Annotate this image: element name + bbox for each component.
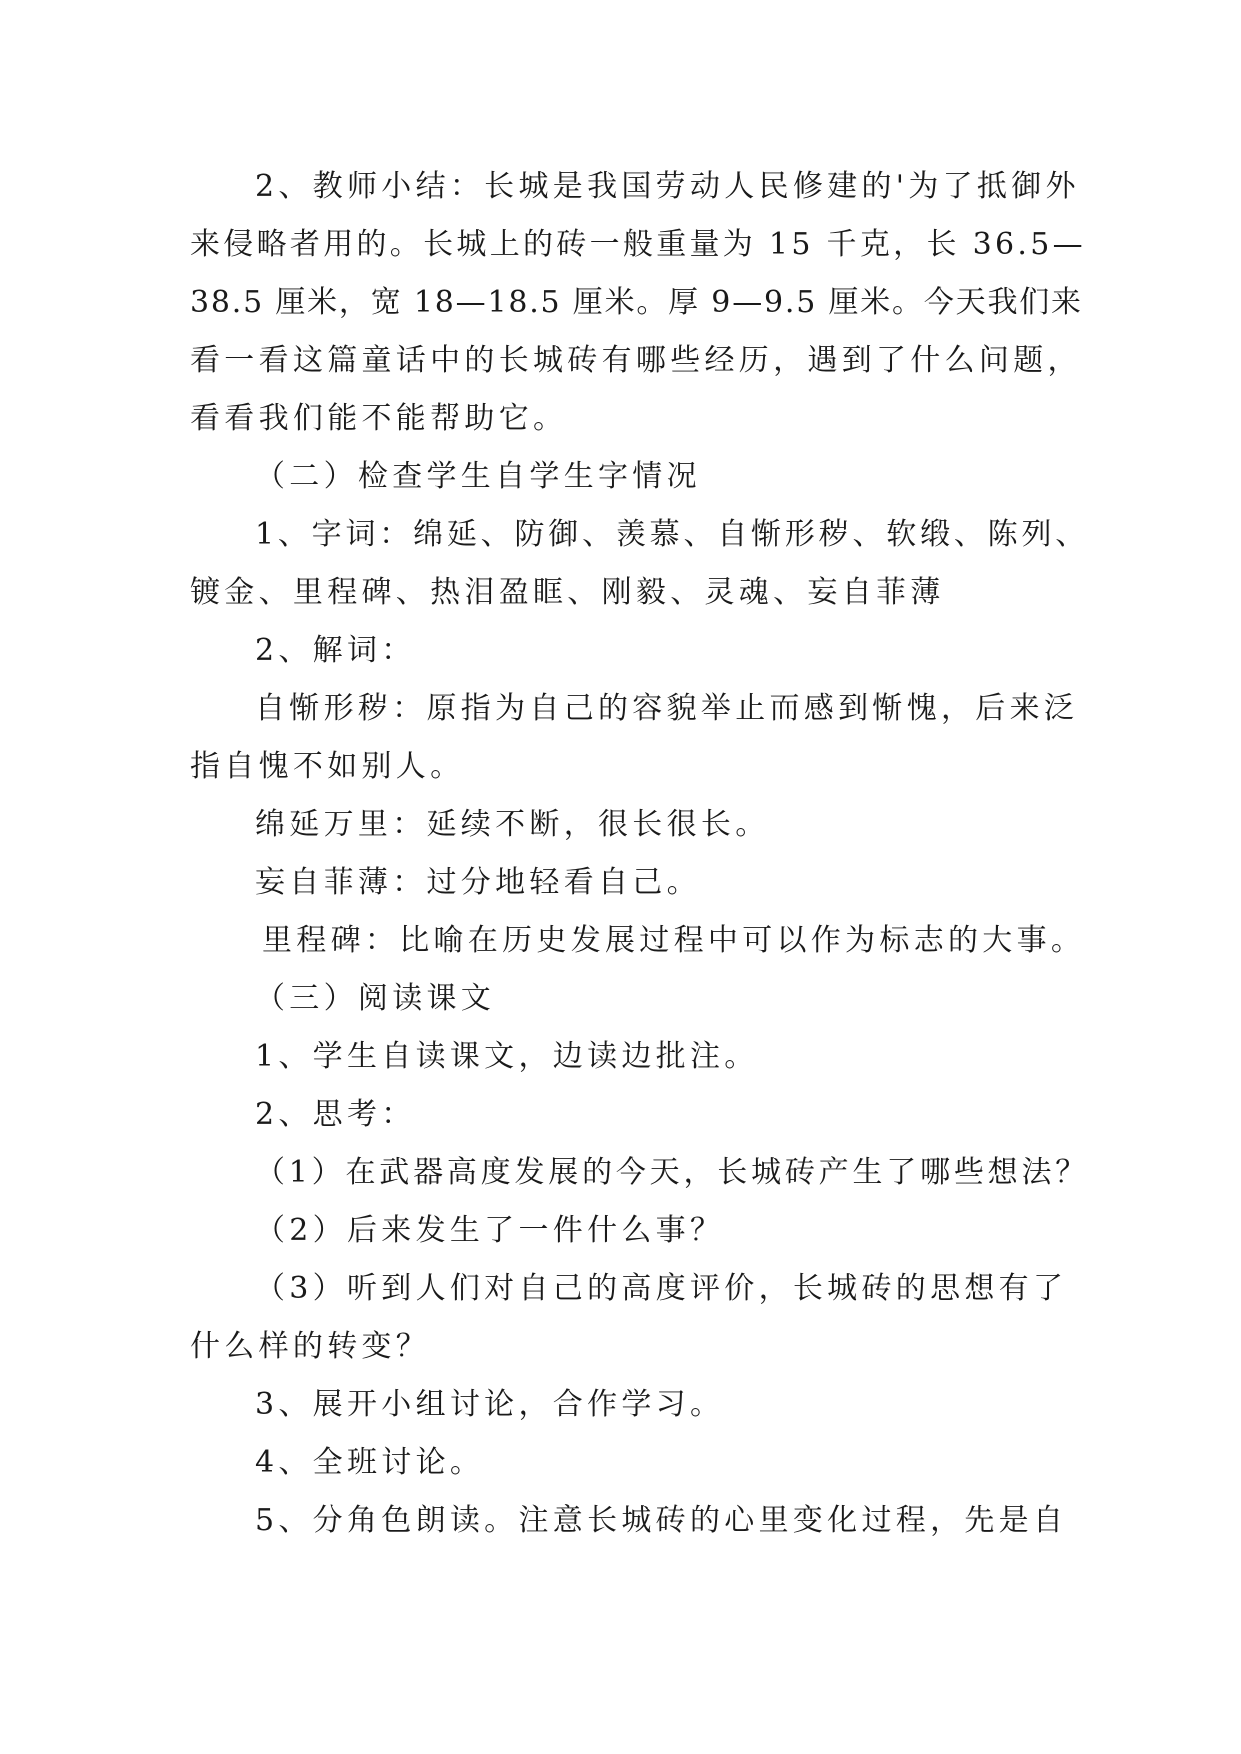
paragraph-line: 2、思考： — [255, 1097, 416, 1132]
paragraph-line: 1、学生自读课文，边读边批注。 — [255, 1039, 759, 1074]
paragraph-line: （2）后来发生了一件什么事？ — [255, 1213, 725, 1248]
paragraph-line: 1、字词：绵延、防御、羡慕、自惭形秽、软缎、陈列、 — [255, 517, 1090, 552]
paragraph-line: 镀金、里程碑、热泪盈眶、刚毅、灵魂、妄自菲薄 — [190, 575, 945, 610]
paragraph-line: 2、解词： — [255, 633, 416, 668]
section-heading: （三）阅读课文 — [255, 981, 496, 1016]
paragraph-line: 自惭形秽：原指为自己的容貌举止而感到惭愧，后来泛 — [255, 691, 1079, 726]
paragraph-line: 什么样的转变？ — [190, 1329, 431, 1364]
paragraph-line: 妄自菲薄：过分地轻看自己。 — [255, 865, 701, 900]
paragraph-line: 看一看这篇童话中的长城砖有哪些经历，遇到了什么问题， — [190, 343, 1082, 378]
paragraph-line: （3）听到人们对自己的高度评价，长城砖的思想有了 — [255, 1271, 1068, 1306]
paragraph-line: （1）在武器高度发展的今天，长城砖产生了哪些想法？ — [255, 1155, 1090, 1190]
paragraph-line: 3、展开小组讨论，合作学习。 — [255, 1387, 725, 1422]
section-heading: （二）检查学生自学生字情况 — [255, 459, 701, 494]
paragraph-line: 指自愧不如别人。 — [190, 749, 465, 784]
paragraph-line: 来侵略者用的。长城上的砖一般重量为 15 千克，长 36.5— — [190, 227, 1086, 262]
paragraph-line: 4、全班讨论。 — [255, 1445, 485, 1480]
paragraph-line: 5、分角色朗读。注意长城砖的心里变化过程，先是自 — [255, 1503, 1068, 1538]
paragraph-line: 看看我们能不能帮助它。 — [190, 401, 568, 436]
paragraph-line: 绵延万里：延续不断，很长很长。 — [255, 807, 770, 842]
paragraph-line: 38.5 厘米，宽 18—18.5 厘米。厚 9—9.5 厘米。今天我们来 — [190, 285, 1083, 320]
paragraph-line: 里程碑：比喻在历史发展过程中可以作为标志的大事。 — [262, 923, 1086, 958]
paragraph-line: 2、教师小结：长城是我国劳动人民修建的'为了抵御外 — [255, 169, 1080, 204]
